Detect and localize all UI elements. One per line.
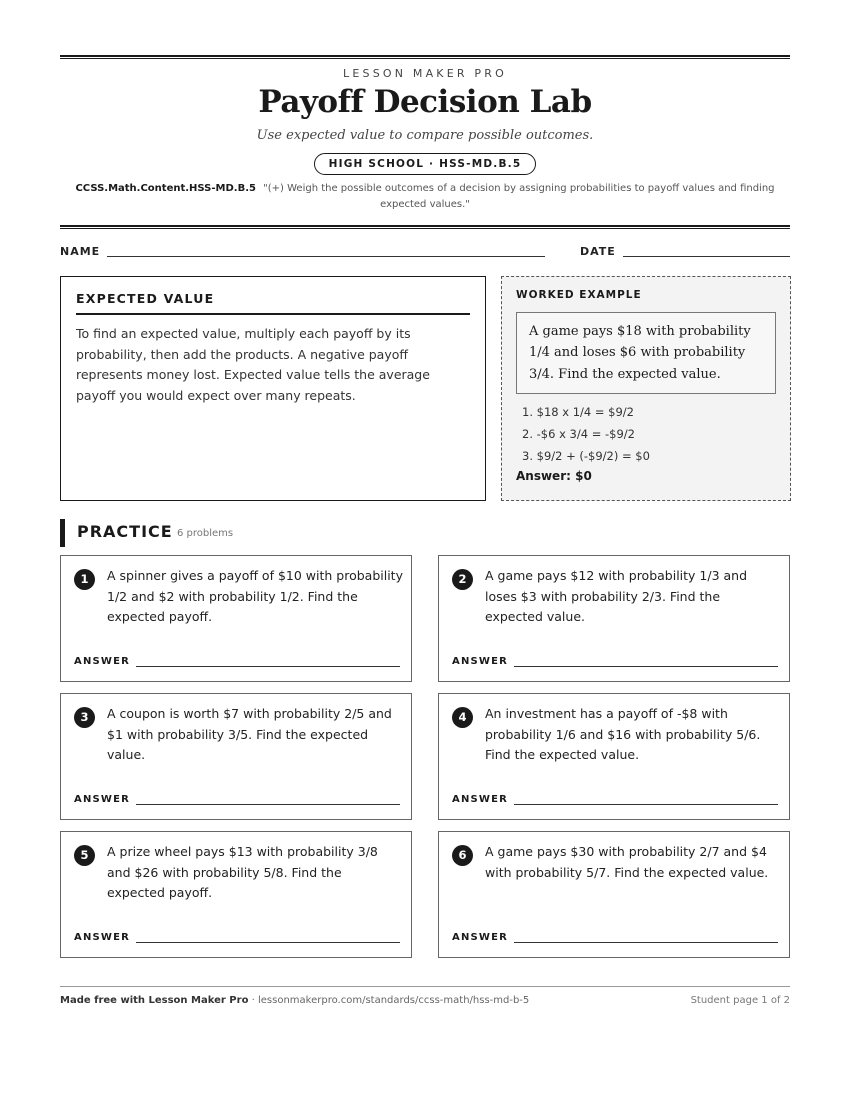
problem-text: A prize wheel pays $13 with probability 3/8 and $26 with probability 5/8. Find the expected payoff. <box>107 844 378 901</box>
problem-text: A game pays $30 with probability 2/7 and $4 with probability 5/7. Find the expected value. <box>485 844 769 880</box>
worked-example-step: 1. $18 x 1/4 = $9/2 <box>522 405 634 420</box>
answer-field[interactable] <box>136 666 400 667</box>
problem-card-6 <box>438 831 790 958</box>
brand-name: LESSON MAKER PRO <box>343 67 507 80</box>
footer-made-with: Made free with Lesson Maker Pro <box>60 995 249 1006</box>
worked-example-answer: Answer: $0 <box>516 469 592 484</box>
worked-example-problem: A game pays $18 with probability 1/4 and loses $6 with probability 3/4. Find the expected value. <box>516 312 776 394</box>
expected-value-body: To find an expected value, multiply each payoff by its probability, then add the products. A negative payoff represents money lost. Expected value tells the average payoff you would expect over many repeats. <box>76 326 430 403</box>
footer-divider <box>60 986 790 987</box>
grade-standard-badge: HIGH SCHOOL · HSS-MD.B.5 <box>314 153 537 175</box>
standard-code: CCSS.Math.Content.HSS-MD.B.5 <box>75 183 256 194</box>
worked-example-box <box>501 276 791 501</box>
date-field[interactable] <box>623 256 790 257</box>
header-bottom-divider <box>60 225 790 229</box>
footer-url[interactable]: · lessonmakerpro.com/standards/ccss-math/hss-md-b-5 <box>251 995 530 1006</box>
answer-label: ANSWER <box>452 794 509 805</box>
problem-card-1 <box>60 555 412 682</box>
worked-example-step: 2. -$6 x 3/4 = -$9/2 <box>522 427 635 442</box>
name-label: NAME <box>60 245 101 258</box>
top-divider <box>60 55 790 59</box>
worked-example-step: 3. $9/2 + (-$9/2) = $0 <box>522 449 650 464</box>
problem-text: A coupon is worth $7 with probability 2/5 and $1 with probability 3/5. Find the expected value. <box>107 706 392 763</box>
answer-label: ANSWER <box>74 932 131 943</box>
problem-number: 5 <box>74 845 95 866</box>
name-date-row <box>60 245 790 261</box>
date-label: DATE <box>580 245 616 258</box>
problem-number: 4 <box>452 707 473 728</box>
problem-number: 2 <box>452 569 473 590</box>
expected-value-heading: EXPECTED VALUE <box>76 291 470 315</box>
answer-label: ANSWER <box>74 656 131 667</box>
answer-field[interactable] <box>136 942 400 943</box>
problem-number: 1 <box>74 569 95 590</box>
page-number: Student page 1 of 2 <box>690 995 790 1006</box>
problem-number: 6 <box>452 845 473 866</box>
answer-label: ANSWER <box>452 932 509 943</box>
answer-field[interactable] <box>514 666 778 667</box>
answer-field[interactable] <box>514 804 778 805</box>
expected-value-box <box>60 276 486 501</box>
practice-accent-bar <box>60 519 65 547</box>
answer-label: ANSWER <box>452 656 509 667</box>
problem-card-4 <box>438 693 790 820</box>
problem-text: An investment has a payoff of -$8 with probability 1/6 and $16 with probability 5/6. Find the expected value. <box>485 706 761 763</box>
worked-example-heading: WORKED EXAMPLE <box>516 289 642 301</box>
problem-text: A spinner gives a payoff of $10 with probability 1/2 and $2 with probability 1/2. Find the expected payoff. <box>107 568 403 625</box>
standard-text: "(+) Weigh the possible outcomes of a decision by assigning probabilities to payoff values and finding expected values." <box>263 183 775 210</box>
problem-number: 3 <box>74 707 95 728</box>
page-title: Payoff Decision Lab <box>258 84 592 120</box>
practice-heading: PRACTICE <box>77 522 173 541</box>
worked-example-steps <box>516 401 776 467</box>
name-field[interactable] <box>107 256 545 257</box>
page-subtitle: Use expected value to compare possible outcomes. <box>256 128 594 143</box>
standard-description <box>75 181 775 213</box>
footer-credit <box>60 995 529 1006</box>
answer-field[interactable] <box>136 804 400 805</box>
answer-label: ANSWER <box>74 794 131 805</box>
answer-field[interactable] <box>514 942 778 943</box>
problem-card-2 <box>438 555 790 682</box>
problem-card-5 <box>60 831 412 958</box>
practice-count: 6 problems <box>177 528 234 539</box>
problem-text: A game pays $12 with probability 1/3 and loses $3 with probability 2/3. Find the expected value. <box>485 568 748 625</box>
problem-card-3 <box>60 693 412 820</box>
